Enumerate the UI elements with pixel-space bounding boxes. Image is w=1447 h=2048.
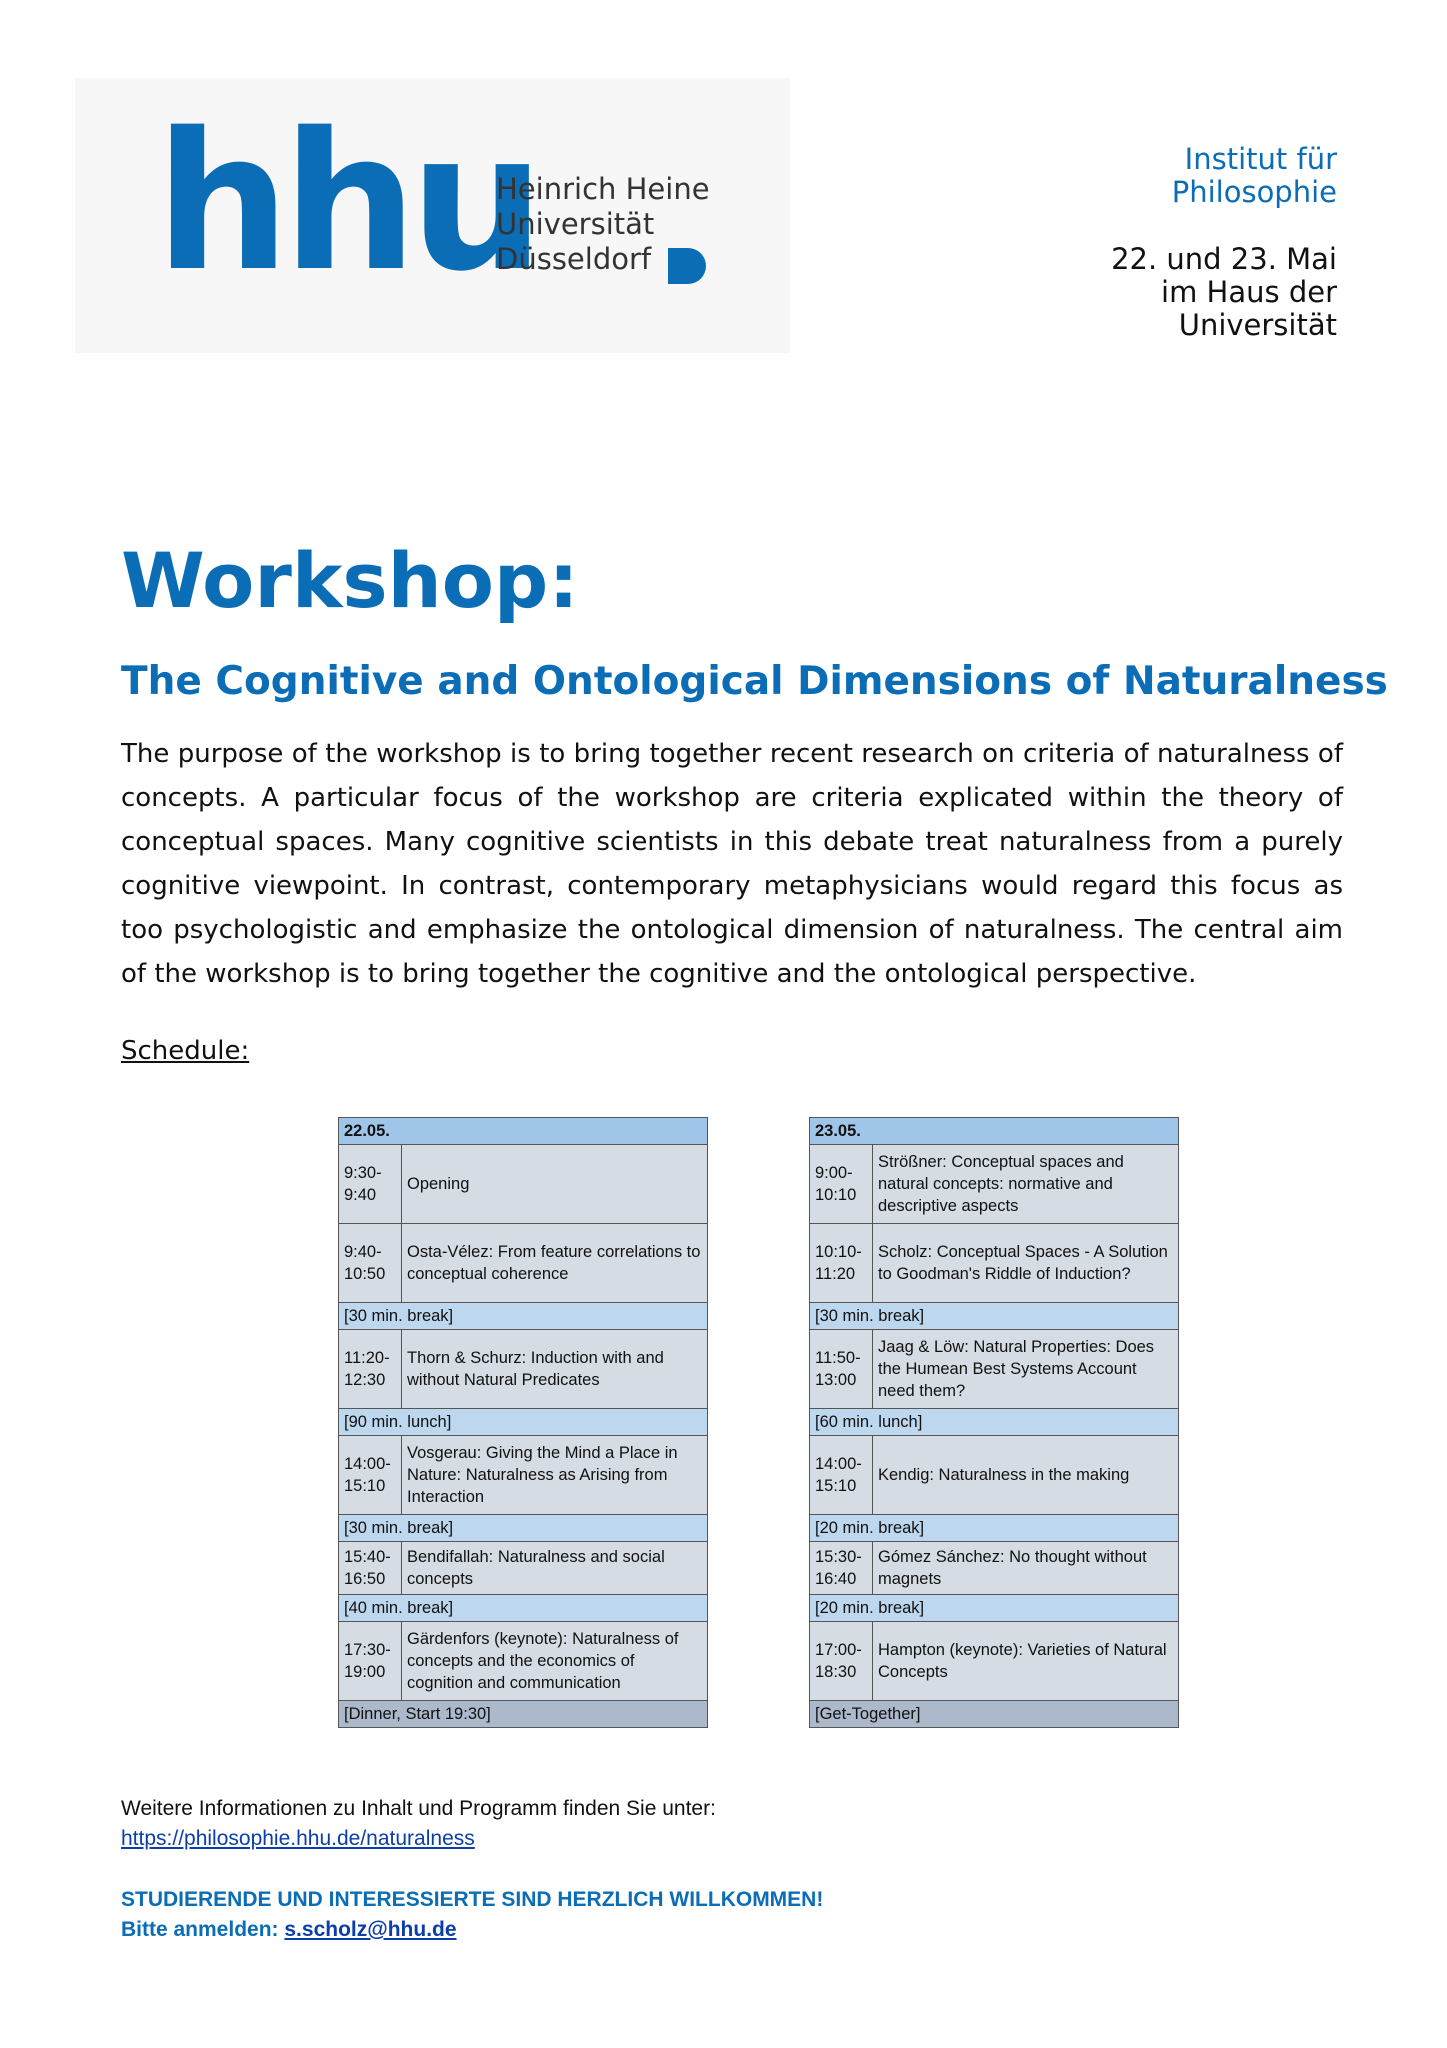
schedule-time-start: 14:00- <box>344 1455 391 1473</box>
schedule-time-start: 11:50- <box>815 1349 861 1367</box>
schedule-time-end: 16:50 <box>344 1570 386 1588</box>
event-date-line: Universität <box>1178 308 1337 342</box>
schedule-break: [60 min. lunch] <box>810 1409 1179 1436</box>
event-date-line: 22. und 23. Mai <box>1111 242 1337 276</box>
university-name-line: Heinrich Heine <box>496 172 710 206</box>
schedule-talk: Hampton (keynote): Varieties of Natural Concepts <box>873 1622 1179 1701</box>
schedule-time-start: 15:30- <box>815 1548 862 1566</box>
info-section <box>121 1794 716 1854</box>
event-date-line: im Haus der <box>1161 275 1337 309</box>
schedule-label: Schedule: <box>121 1036 250 1066</box>
schedule-row <box>810 1330 1179 1409</box>
schedule-closing: [Dinner, Start 19:30] <box>339 1701 708 1728</box>
schedule-talk: Opening <box>402 1145 708 1224</box>
schedule-time-end: 10:50 <box>344 1265 386 1283</box>
schedule-time <box>339 1542 402 1595</box>
university-name-line: Düsseldorf <box>496 242 652 276</box>
schedule-time <box>810 1436 873 1515</box>
schedule-talk: Kendig: Naturalness in the making <box>873 1436 1179 1515</box>
schedule-day-header: 23.05. <box>810 1118 1179 1145</box>
schedule-time <box>810 1145 873 1224</box>
welcome-text: STUDIERENDE UND INTERESSIERTE SIND HERZLICH WILLKOMMEN! <box>121 1888 824 1911</box>
logo-d-shape <box>668 248 706 284</box>
schedule-talk: Gärdenfors (keynote): Naturalness of concepts and the economics of cognition and communication <box>402 1622 708 1701</box>
institute-name <box>1172 143 1337 209</box>
schedule-row <box>339 1515 708 1542</box>
schedule-row <box>810 1515 1179 1542</box>
institute-line: Philosophie <box>1171 175 1337 209</box>
schedule-break: [30 min. break] <box>339 1303 708 1330</box>
info-text: Weitere Informationen zu Inhalt und Programm finden Sie unter: <box>121 1797 716 1820</box>
schedule-time <box>339 1622 402 1701</box>
schedule-time-start: 15:40- <box>344 1548 391 1566</box>
schedule-row <box>339 1409 708 1436</box>
schedule-time-start: 9:40- <box>344 1243 382 1261</box>
schedule-row <box>810 1145 1179 1224</box>
schedule-break: [90 min. lunch] <box>339 1409 708 1436</box>
schedule-time <box>339 1224 402 1303</box>
schedule-time <box>810 1622 873 1701</box>
schedule-talk: Osta-Vélez: From feature correlations to conceptual coherence <box>402 1224 708 1303</box>
university-name-line: Universität <box>496 207 655 241</box>
schedule-time-end: 15:10 <box>344 1477 386 1495</box>
schedule-row <box>339 1595 708 1622</box>
schedule-time-end: 10:10 <box>815 1186 857 1204</box>
schedule-closing: [Get-Together] <box>810 1701 1179 1728</box>
schedule-time-end: 13:00 <box>815 1371 857 1389</box>
schedule-row <box>339 1622 708 1701</box>
schedule-time-start: 10:10- <box>815 1243 862 1261</box>
register-label: Bitte anmelden: <box>121 1918 279 1941</box>
schedule-time-end: 12:30 <box>344 1371 386 1389</box>
intro-paragraph: The purpose of the workshop is to bring together recent research on criteria of naturalness of concepts. A particular focus of the workshop are criteria explicated within the theory of conceptual spaces. Many cognitive scientists in this debate treat naturalness from a purely cognitive viewpoint. In contrast, contemporary metaphysicians would regard this focus as too psychologistic and emphasize the ontological dimension of naturalness. The central aim of the workshop is to bring together the cognitive and the ontological perspective. <box>121 739 1343 989</box>
schedule-row <box>810 1436 1179 1515</box>
schedule-talk: Scholz: Conceptual Spaces - A Solution to Goodman's Riddle of Induction? <box>873 1224 1179 1303</box>
schedule-time-start: 17:00- <box>815 1641 862 1659</box>
schedule-time-end: 18:30 <box>815 1663 857 1681</box>
schedule-time-start: 9:30- <box>344 1164 382 1182</box>
schedule-time-end: 9:40 <box>344 1186 377 1204</box>
schedule-row <box>810 1303 1179 1330</box>
schedule-break: [30 min. break] <box>810 1303 1179 1330</box>
schedule-table-day2 <box>809 1117 1179 1728</box>
schedule-time <box>339 1330 402 1409</box>
schedule-row <box>339 1224 708 1303</box>
schedule-talk: Jaag & Löw: Natural Properties: Does the Humean Best Systems Account need them? <box>873 1330 1179 1409</box>
schedule-talk: Gómez Sánchez: No thought without magnets <box>873 1542 1179 1595</box>
page-subtitle: The Cognitive and Ontological Dimensions of Naturalness <box>121 659 1388 704</box>
schedule-talk: Bendifallah: Naturalness and social concepts <box>402 1542 708 1595</box>
schedule-talk: Thorn & Schurz: Induction with and without Natural Predicates <box>402 1330 708 1409</box>
schedule-time <box>810 1542 873 1595</box>
schedule-time-start: 9:00- <box>815 1164 853 1182</box>
info-link[interactable]: https://philosophie.hhu.de/naturalness <box>121 1827 475 1850</box>
schedule-break: [20 min. break] <box>810 1595 1179 1622</box>
schedule-talk: Vosgerau: Giving the Mind a Place in Nature: Naturalness as Arising from Interaction <box>402 1436 708 1515</box>
schedule-time-end: 11:20 <box>815 1265 856 1283</box>
schedule-row <box>339 1542 708 1595</box>
schedule-row <box>339 1330 708 1409</box>
schedule-row <box>339 1701 708 1728</box>
schedule-time-end: 16:40 <box>815 1570 857 1588</box>
schedule-time <box>339 1145 402 1224</box>
schedule-row <box>810 1409 1179 1436</box>
schedule-time-start: 11:20- <box>344 1349 390 1367</box>
register-line <box>121 1915 823 1945</box>
schedule-row <box>810 1701 1179 1728</box>
schedule-day-header: 22.05. <box>339 1118 708 1145</box>
schedule-row <box>810 1595 1179 1622</box>
schedule-break: [40 min. break] <box>339 1595 708 1622</box>
schedule-time-start: 17:30- <box>344 1641 391 1659</box>
schedule-row <box>810 1542 1179 1595</box>
schedule-row <box>339 1145 708 1224</box>
welcome-section <box>121 1885 823 1945</box>
schedule-table-day1 <box>338 1117 708 1728</box>
page-title: Workshop: <box>121 536 579 625</box>
schedule-time <box>339 1436 402 1515</box>
schedule-row <box>339 1303 708 1330</box>
schedule-time-end: 15:10 <box>815 1477 857 1495</box>
schedule-time <box>810 1330 873 1409</box>
schedule-row <box>810 1224 1179 1303</box>
schedule-break: [20 min. break] <box>810 1515 1179 1542</box>
institute-line: Institut für <box>1184 142 1337 176</box>
schedule-row <box>810 1622 1179 1701</box>
schedule-time-start: 14:00- <box>815 1455 862 1473</box>
schedule-break: [30 min. break] <box>339 1515 708 1542</box>
schedule-talk: Strößner: Conceptual spaces and natural concepts: normative and descriptive aspects <box>873 1145 1179 1224</box>
hhu-logo: hhu <box>155 92 537 313</box>
schedule-time-end: 19:00 <box>344 1663 386 1681</box>
schedule-row <box>339 1436 708 1515</box>
register-email-link[interactable]: s.scholz@hhu.de <box>284 1918 457 1941</box>
schedule-time <box>810 1224 873 1303</box>
event-date <box>1111 243 1337 342</box>
